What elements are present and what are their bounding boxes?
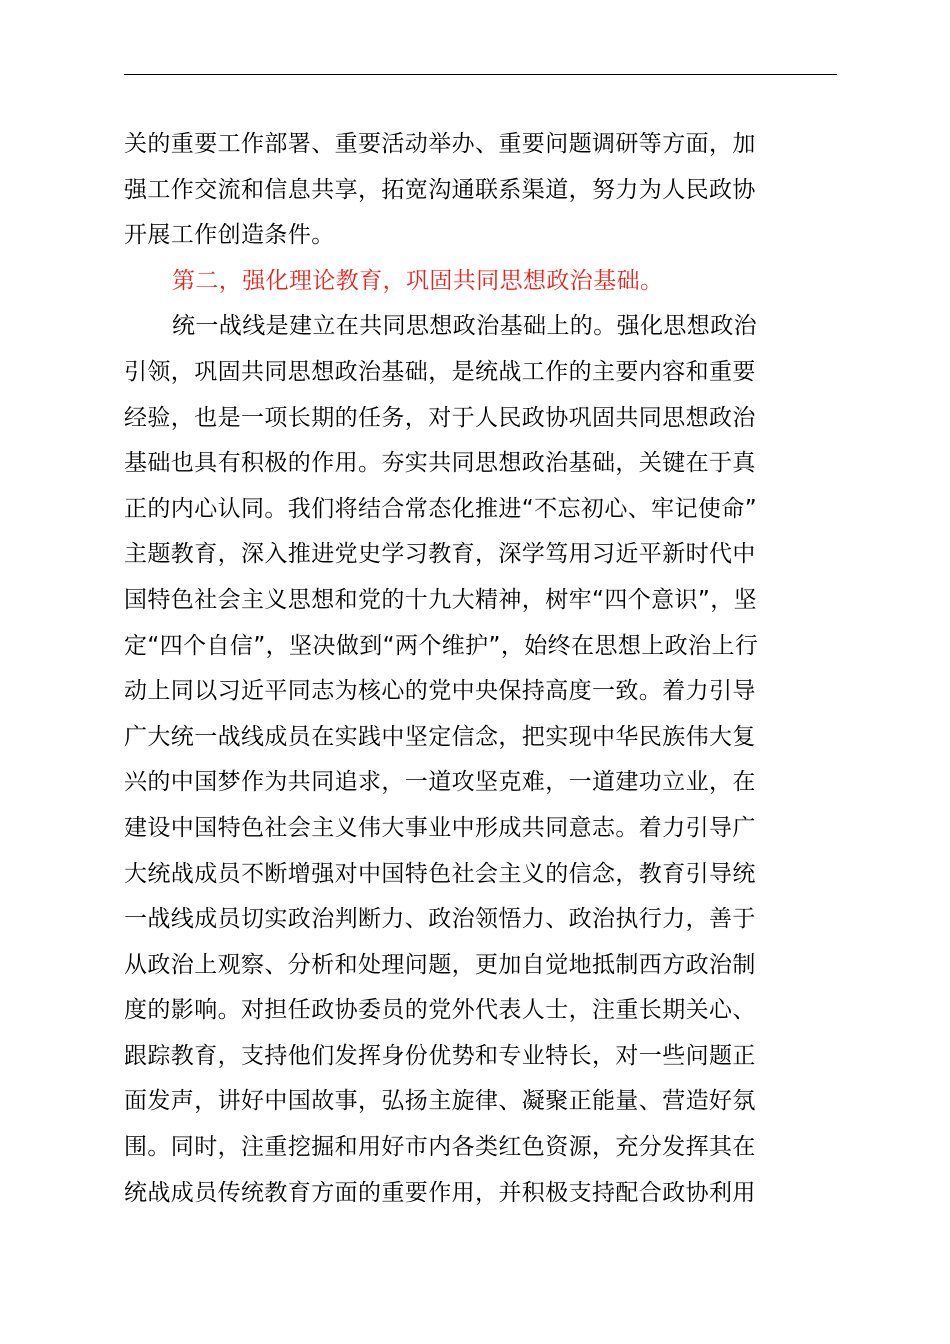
paragraph-line: 跟踪教育，支持他们发挥身份优势和专业特长，对一些问题正 — [124, 1042, 756, 1069]
paragraph-line: 开展工作创造条件。 — [124, 222, 335, 249]
paragraph-line: 从政治上观察、分析和处理问题，更加自觉地抵制西方政治制 — [124, 951, 756, 978]
paragraph-line: 面发声，讲好中国故事，弘扬主旋律、凝聚正能量、营造好氛 — [124, 1088, 756, 1115]
section-heading: 第二，强化理论教育，巩固共同思想政治基础。 — [172, 267, 664, 294]
paragraph-line: 动上同以习近平同志为核心的党中央保持高度一致。着力引导 — [124, 678, 756, 705]
paragraph-line: 建设中国特色社会主义伟大事业中形成共同意志。着力引导广 — [124, 814, 756, 841]
paragraph-line: 广大统一战线成员在实践中坚定信念，把实现中华民族伟大复 — [124, 723, 756, 750]
paragraph-line: 定“四个自信”，坚决做到“两个维护”，始终在思想上政治上行 — [124, 632, 759, 659]
paragraph-line: 一战线成员切实政治判断力、政治领悟力、政治执行力，善于 — [124, 906, 756, 933]
paragraph-line: 强工作交流和信息共享，拓宽沟通联系渠道，努力为人民政协 — [124, 176, 756, 203]
paragraph-line: 围。同时，注重挖掘和用好市内各类红色资源，充分发挥其在 — [124, 1134, 756, 1161]
header-rule — [124, 74, 837, 75]
paragraph-line: 经验，也是一项长期的任务，对于人民政协巩固共同思想政治 — [124, 404, 756, 431]
paragraph-line: 主题教育，深入推进党史学习教育，深学笃用习近平新时代中 — [124, 541, 756, 568]
paragraph-line: 正的内心认同。我们将结合常态化推进“不忘初心、牢记使命” — [124, 495, 758, 522]
paragraph-line: 大统战成员不断增强对中国特色社会主义的信念，教育引导统 — [124, 860, 756, 887]
paragraph-line: 统一战线是建立在共同思想政治基础上的。强化思想政治 — [172, 313, 757, 340]
paragraph-line: 国特色社会主义思想和党的十九大精神，树牢“四个意识”，坚 — [124, 586, 758, 613]
paragraph-line: 关的重要工作部署、重要活动举办、重要问题调研等方面，加 — [124, 131, 756, 157]
paragraph-line: 度的影响。对担任政协委员的党外代表人士，注重长期关心、 — [124, 997, 756, 1024]
paragraph-line: 基础也具有积极的作用。夯实共同思想政治基础，关键在于真 — [124, 450, 756, 477]
paragraph-line: 引领，巩固共同思想政治基础，是统战工作的主要内容和重要 — [124, 358, 756, 385]
paragraph-line: 统战成员传统教育方面的重要作用，并积极支持配合政协利用 — [124, 1179, 756, 1206]
paragraph-line: 兴的中国梦作为共同追求，一道攻坚克难，一道建功立业，在 — [124, 769, 756, 796]
document-body — [124, 122, 837, 1216]
